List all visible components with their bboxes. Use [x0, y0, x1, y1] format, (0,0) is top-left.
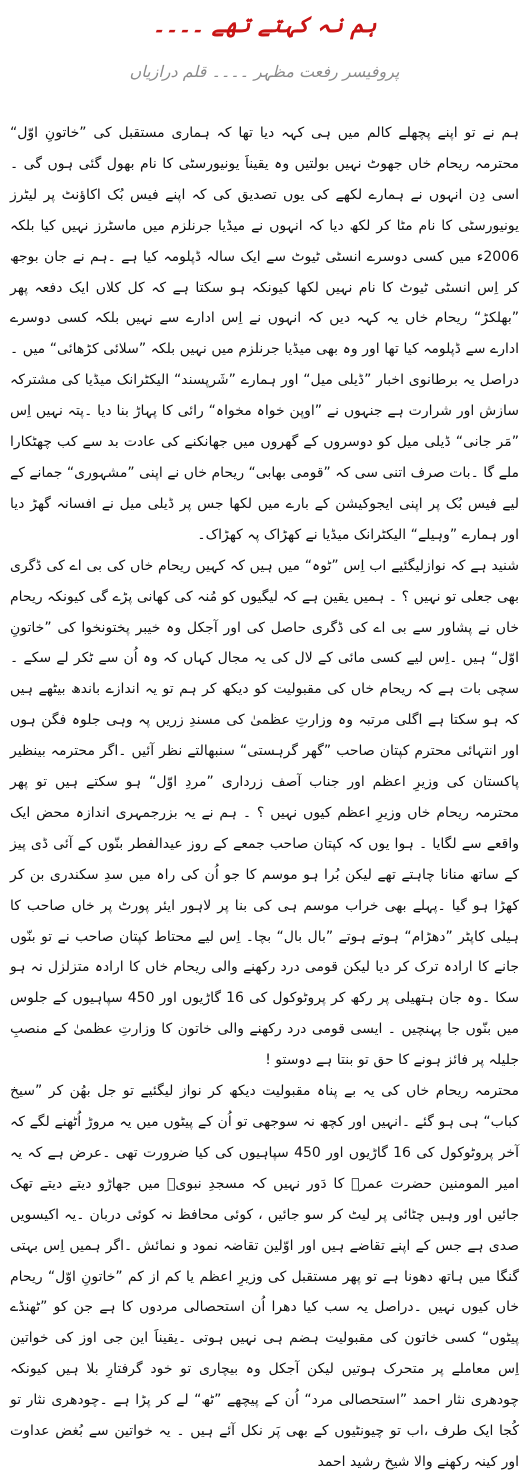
article-paragraph: ہم نے تو اپنے پچھلے کالم میں ہی کہہ دیا تھا کہ ہماری مستقبل کی ”خاتونِ اوّل“ محترمہ ریحام خاں جھوٹ نہیں بولتیں وہ یقیناََ یونیورسٹی کا نام بھول گئی ہوں گی ۔اسی دِن انہوں نے ہمارے لکھے کی یوں تصدیق کی کہ اپنے فیس بُک اکاؤنٹ پر لیٹرز یونیورسٹی کا نام مٹا کر لکھ دیا کہ انہوں نے میڈیا جرنلزم میں ماسٹرز نہیں کیا بلکہ 2006ء میں کسی دوسرے انسٹی ٹیوٹ سے ایک سالہ ڈپلومہ کیا ہے ۔ہم نے جان بوجھ کر اِس انسٹی ٹیوٹ کا نام نہیں لکھا کیونکہ ہو سکتا ہے کہ کل کلاں ایک دفعہ پھر ”بھلکڑ“ ریحام خاں یہ کہہ دیں کہ انہوں نے اِس ادارے سے نہیں بلکہ کسی دوسرے ادارے سے ڈپلومہ کیا تھا اور وہ بھی میڈیا جرنلزم میں نہیں بلکہ ”سلائی کڑھائی“ میں ۔دراصل یہ برطانوی اخبار ”ڈیلی میل“ اور ہمارے ”شَرپسند“ الیکٹرانک میڈیا کی مشترکہ سازش اور شرارت ہے جنہوں نے ”اوپن خواہ مخواہ“ رائی کا پہاڑ بنا دیا ۔پتہ نہیں اِس ”مَر جانی“ ڈیلی میل کو دوسروں کے گھروں میں جھانکنے کی عادت بد سے کب چھٹکارا ملے گا ۔بات صرف اتنی سی کہ ”قومی بھابی“ ریحام خاں نے اپنی ”مشہوری“ جمانے کے لیے فیس بُک پر اپنی ایجوکیشن کے بارے میں لکھا جس پر ڈیلی میل نے افسانہ گھڑ دیا اور ہمارے ”وہیلے“ الیکٹرانک میڈیا نے کھڑاک پہ کھڑاک۔: [10, 125, 519, 543]
article-title: ہم نہ کہتے تھے ۔۔۔۔: [152, 12, 377, 38]
article-byline: پروفیسر رفعت مظہر ۔۔۔۔ قلم درازیاں: [129, 62, 400, 81]
article-body: [10, 118, 519, 1470]
article-paragraph: شنید ہے کہ نوازلیگئیے اب اِس ”ٹوہ“ میں ہیں کہ کہیں ریحام خاں کی بی اے کی ڈگری بھی جعلی تو نہیں ؟ ۔ ہمیں یقین ہے کہ لیگیوں کو مُنہ کی کھانی پڑے گی کیونکہ ریحام خاں نے پشاور سے بی اے کی ڈگری حاصل کی اور آجکل وہ خیبر پختونخوا کی ”خاتونِ اوّل“ ہیں ۔اِس لیے کسی مائی کے لال کی یہ مجال کہاں کہ وہ اُن سے ٹکر لے سکے ۔سچی بات ہے کہ ریحام خاں کی مقبولیت کو دیکھ کر ہم تو یہ اندازے باندھ بیٹھے ہیں کہ ہو سکتا ہے اگلی مرتبہ وہ وزارتِ عظمیٰ کی مسندِ زریں پہ وہی جلوہ فگن ہوں اور انتہائی محترم کپتان صاحب ”گھر گرہستی“ سنبھالتے نظر آئیں ۔اگر محترمہ بینظیر پاکستان کی وزیرِ اعظم اور جناب آصف زرداری ”مردِ اوّل“ ہو سکتے ہیں تو پھر محترمہ ریحام خاں وزیرِ اعظم کیوں نہیں ؟ ۔ ہم نے یہ بزرجمہری اندازہ محض ایک واقعے سے لگایا ۔ ہوا یوں کہ کپتان صاحب جمعے کے روز عیدالفطر بنّوں کے آئی ڈی پیز کے ساتھ منانا چاہتے تھے لیکن بُرا ہو موسم کا جو اُن کی راہ میں سدِ سکندری بن کر کھڑا ہو گیا ۔پہلے بھی خراب موسم ہی کی بنا پر لاہور ایئر پورٹ پر خاں صاحب کا ہیلی کاپٹر ”دھڑام“ ہوتے ہوتے ”بال بال“ بچا۔ اِس لیے محتاط کپتان صاحب نے تو بنّوں جانے کا ارادہ ترک کر دیا لیکن قومی درد رکھنے والی ریحام خاں کا ارادہ متزلزل نہ ہو سکا ۔وہ جان ہتھیلی پر رکھ کر پروٹوکول کی 16 گاڑیوں اور 450 سپاہیوں کے جلوس میں بنّوں جا پہنچیں ۔ ایسی قومی درد رکھنے والی خاتون کا وزارتِ عظمیٰ کے منصبِ جلیلہ پر فائز ہونے کا حق تو بنتا ہے دوستو !: [10, 557, 519, 1069]
article-paragraph: محترمہ ریحام خاں کی یہ بے پناہ مقبولیت دیکھ کر نواز لیگئیے تو جل بھُن کر ”سیخ کباب“ ہی ہو گئے ۔انہیں اور کچھ نہ سوجھی تو اُن کے پیٹوں میں یہ مروڑ اُٹھنے لگے کہ آخر پروٹوکول کی 16 گاڑیوں اور 450 سپاہیوں کی کیا ضرورت تھی ۔عرض ہے کہ یہ امیر المومنین حضرت عمرؓ کا دَور نہیں کہ مسجدِ نبویؐ میں جھاڑو دیتے دیتے تھک جائیں اور وہیں چٹائی پر لیٹ کر سو جائیں ، کوئی محافظ نہ کوئی دربان ۔یہ اکیسویں صدی ہے جس کے اپنے تقاضے ہیں اور اوّلین تقاضہ نمود و نمائش ۔اگر ہمیں اِس بہتی گنگا میں ہاتھ دھونا ہے تو پھر مستقبل کی وزیرِ اعظم یا کم از کم ”خاتونِ اوّل“ ریحام خاں کیوں نہیں ۔دراصل یہ سب کیا دھرا اُن استحصالی مردوں کا ہے جن کو ”ٹھنڈے پیٹوں“ کسی خاتون کی مقبولیت ہضم ہی نہیں ہوتی ۔یقیناََ این جی اوز کی خواتین اِس معاملے پر متحرک ہوتیں لیکن آجکل وہ بیچاری تو خود گرفتارِ بلا ہیں کیونکہ چودھری نثار احمد ”استحصالی مرد“ اُن کے پیچھے ”ٹھ“ لے کر پڑا ہے ۔چودھری نثار تو کُجا ایک طرف ،اب تو چیونٹیوں کے بھی پَر نکل آئے ہیں ۔ یہ خواتین سے بُغض عداوت اور کینہ رکھنے والا شیخ رشید احمد: [10, 1083, 519, 1470]
